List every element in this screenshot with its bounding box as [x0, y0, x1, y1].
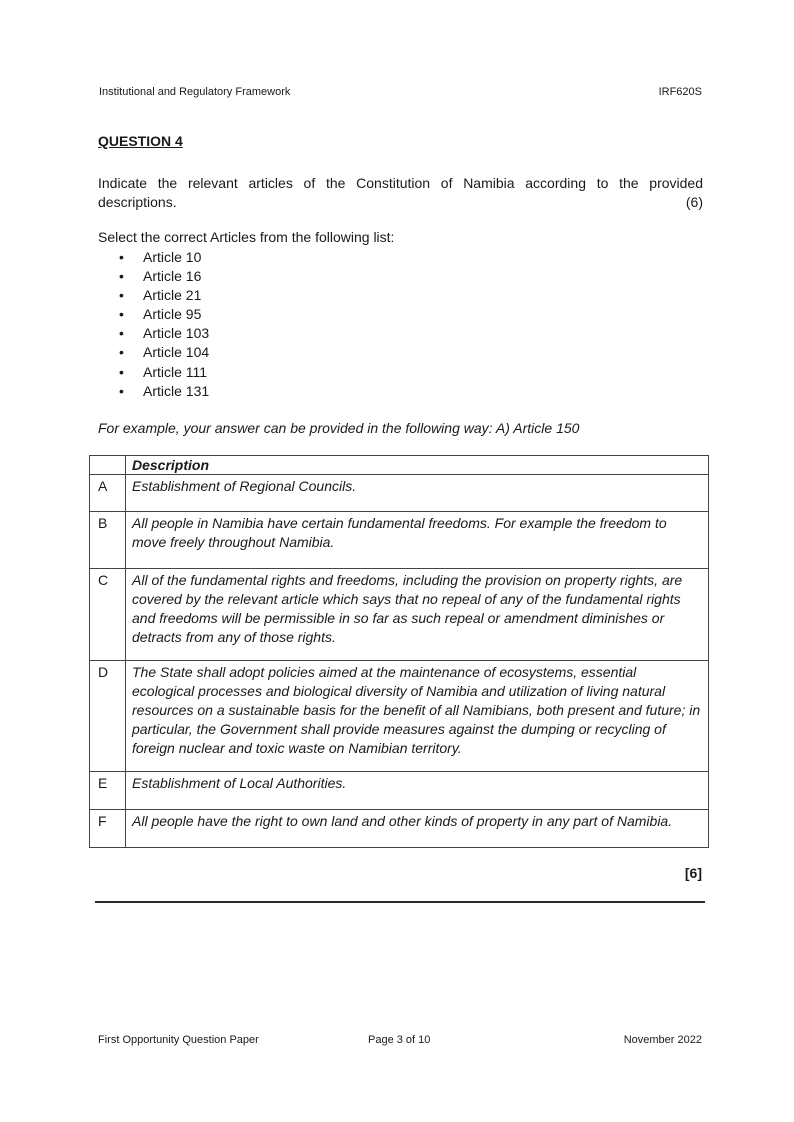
list-item: [98, 382, 209, 401]
row-description: Establishment of Local Authorities.: [126, 772, 709, 810]
table-header-row: [90, 456, 709, 475]
bullet-icon: •: [119, 325, 124, 342]
list-item: [98, 343, 209, 362]
row-description: The State shall adopt policies aimed at the maintenance of ecosystems, essential ecological processes and biological diversity of Namibia and utilization of living natural resources on a sustainable basis for the benefit of all Namibians, both present and future; in particular, the Government shall provide measures against the dumping or recycling of foreign nuclear and toxic waste on Namibian territory.: [126, 661, 709, 772]
table-row: [90, 475, 709, 512]
bullet-icon: •: [119, 363, 124, 380]
row-letter: C: [90, 569, 126, 661]
row-letter: F: [90, 810, 126, 848]
article-list: [98, 248, 209, 401]
article-label: Article 104: [143, 344, 210, 361]
bullet-icon: •: [119, 249, 124, 265]
list-item: [98, 286, 209, 305]
article-label: Article 103: [143, 325, 210, 342]
table-row: [90, 512, 709, 569]
article-label: Article 10: [143, 249, 202, 265]
list-item: [98, 363, 209, 382]
instruction-text: Indicate the relevant articles of the Constitution of Namibia according to the provided descriptions.: [98, 175, 703, 210]
footer-paper-type: First Opportunity Question Paper: [98, 1034, 259, 1046]
row-letter: D: [90, 661, 126, 772]
article-label: Article 111: [143, 363, 208, 380]
row-description: Establishment of Regional Councils.: [126, 475, 709, 512]
table-row: [90, 772, 709, 810]
question-title: QUESTION 4: [98, 133, 183, 149]
row-description: All people have the right to own land and other kinds of property in any part of Namibia.: [126, 810, 709, 848]
answer-example: For example, your answer can be provided in the following way: A) Article 150: [98, 420, 580, 436]
footer-page-number: Page 3 of 10: [368, 1034, 431, 1046]
header-description: Description: [126, 456, 709, 475]
bullet-icon: •: [119, 306, 124, 323]
header-blank-cell: [90, 456, 126, 475]
section-divider: [95, 901, 705, 903]
list-item: [98, 248, 209, 267]
article-label: Article 16: [143, 268, 202, 285]
article-label: Article 95: [143, 306, 202, 323]
list-item: [98, 305, 209, 324]
bullet-icon: •: [119, 287, 124, 304]
list-item: [98, 324, 209, 343]
bullet-icon: •: [119, 268, 124, 285]
question-instruction: [98, 174, 703, 212]
article-label: Article 21: [143, 287, 202, 304]
article-label: Article 131: [143, 382, 210, 399]
table-row: [90, 569, 709, 661]
total-marks: [6]: [684, 865, 702, 881]
row-letter: E: [90, 772, 126, 810]
table-row: [90, 661, 709, 772]
bullet-icon: •: [119, 344, 124, 361]
footer-date: November 2022: [623, 1034, 702, 1046]
row-letter: A: [90, 475, 126, 512]
bullet-icon: •: [119, 382, 124, 399]
list-item: [98, 267, 209, 286]
description-table: [89, 455, 709, 848]
course-code: IRF620S: [658, 86, 702, 98]
row-description: All people in Namibia have certain fundamental freedoms. For example the freedom to move freely throughout Namibia.: [126, 512, 709, 569]
row-letter: B: [90, 512, 126, 569]
question-marks: (6): [685, 194, 703, 210]
select-prompt: Select the correct Articles from the following list:: [98, 229, 395, 245]
row-description: All of the fundamental rights and freedoms, including the provision on property rights, are covered by the relevant article which says that no repeal of any of the fundamental rights and freedoms will be permissible in so far as such repeal or amendment diminishes or detracts from any of those rights.: [126, 569, 709, 661]
table-row: [90, 810, 709, 848]
course-title: Institutional and Regulatory Framework: [99, 86, 291, 98]
